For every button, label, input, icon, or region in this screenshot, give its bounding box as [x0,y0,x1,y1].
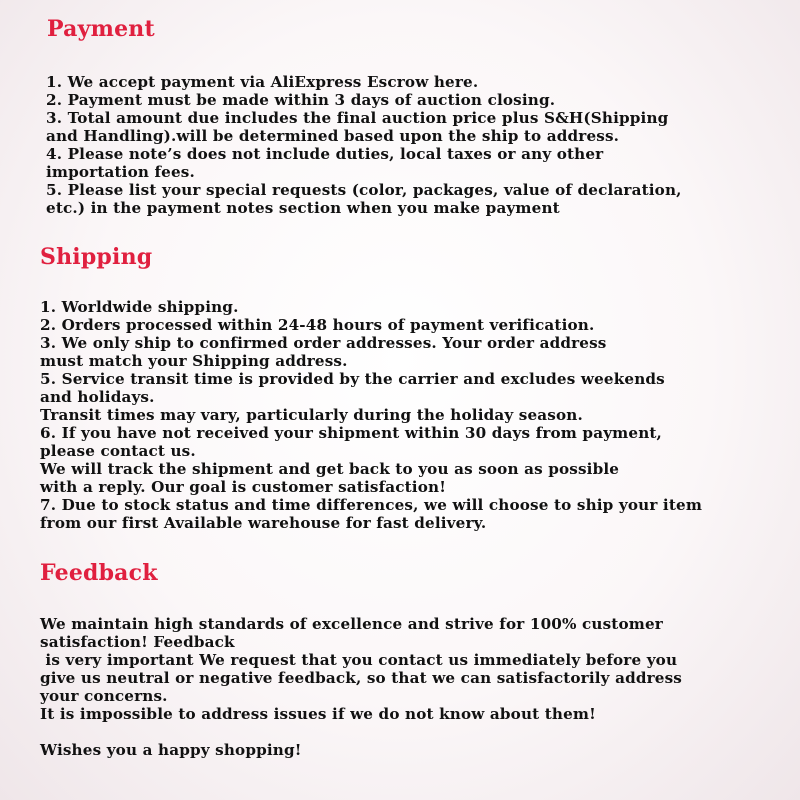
payment-line: 4. Please note’s does not include duties, local taxes or any other [46,145,604,163]
shipping-line: 3. We only ship to confirmed order addresses. Your order address [40,334,607,352]
payment-heading: Payment [47,16,155,42]
feedback-list [40,615,682,759]
shipping-line: must match your Shipping address. [40,352,348,370]
shipping-line: 5. Service transit time is provided by the carrier and excludes weekends [40,370,665,388]
payment-line: 1. We accept payment via AliExpress Escrow here. [46,73,479,91]
payment-line: etc.) in the payment notes section when you make payment [46,199,560,217]
feedback-line: We maintain high standards of excellence and strive for 100% customer [40,615,663,633]
shipping-line: with a reply. Our goal is customer satisfaction! [40,478,447,496]
payment-line: importation fees. [46,163,195,181]
feedback-line: It is impossible to address issues if we do not know about them! [40,705,596,723]
shipping-line: 2. Orders processed within 24-48 hours of payment verification. [40,316,595,334]
payment-line: 2. Payment must be made within 3 days of auction closing. [46,91,556,109]
shipping-list [40,298,702,532]
shipping-line: 1. Worldwide shipping. [40,298,239,316]
feedback-line: your concerns. [40,687,168,705]
shipping-line: 6. If you have not received your shipment within 30 days from payment, [40,424,662,442]
payment-line: and Handling).will be determined based upon the ship to address. [46,127,620,145]
payment-list [46,73,682,217]
feedback-heading: Feedback [40,560,158,586]
shipping-line: please contact us. [40,442,196,460]
shipping-heading: Shipping [40,244,153,270]
shipping-line: and holidays. [40,388,155,406]
payment-line: 5. Please list your special requests (color, packages, value of declaration, [46,181,682,199]
feedback-line: Wishes you a happy shopping! [40,741,302,759]
shipping-line: We will track the shipment and get back to you as soon as possible [40,460,620,478]
feedback-line: is very important We request that you contact us immediately before you [40,651,678,669]
payment-line: 3. Total amount due includes the final auction price plus S&H(Shipping [46,109,669,127]
feedback-line [40,723,682,741]
shipping-line: from our first Available warehouse for fast delivery. [40,514,487,532]
feedback-line: give us neutral or negative feedback, so that we can satisfactorily address [40,669,682,687]
feedback-line: satisfaction! Feedback [40,633,235,651]
shipping-line: 7. Due to stock status and time differences, we will choose to ship your item [40,496,703,514]
shipping-line: Transit times may vary, particularly during the holiday season. [40,406,583,424]
